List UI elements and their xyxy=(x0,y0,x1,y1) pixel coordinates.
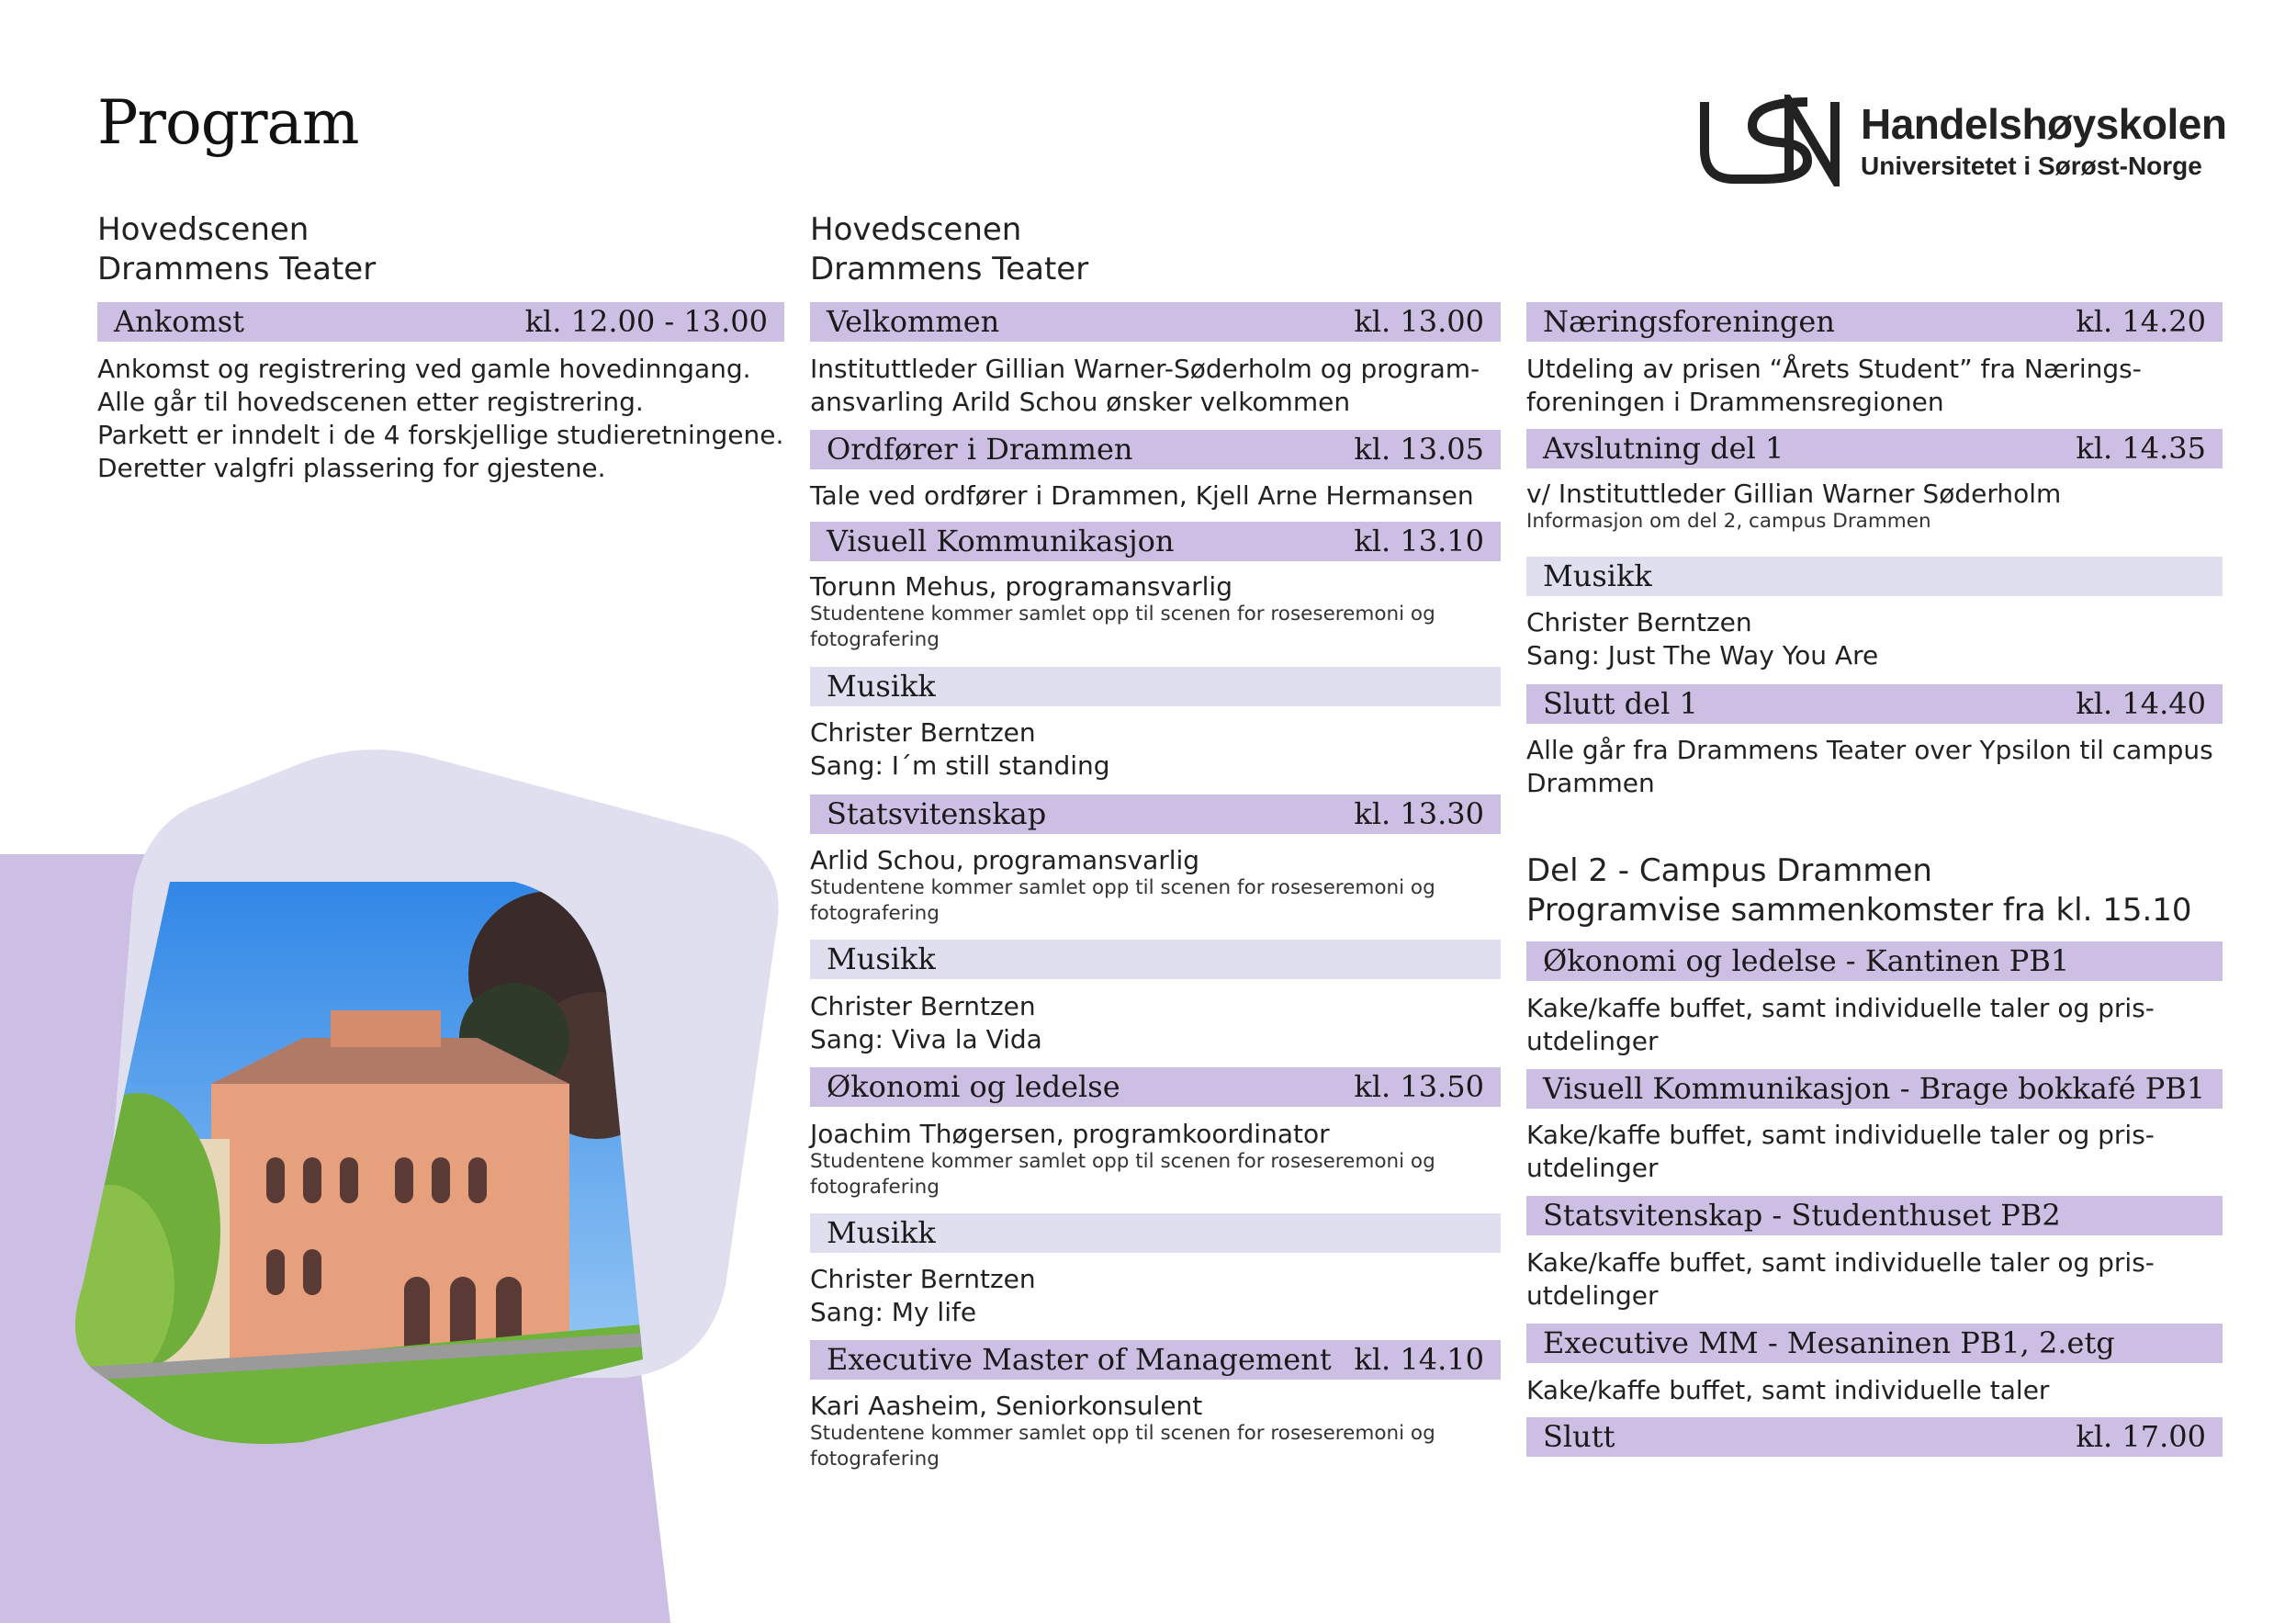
item-description: Kake/kaffe buffet, samt individuelle taler xyxy=(1526,1375,2050,1405)
schedule-item-visuell-kommunikasjon: Visuell Kommunikasjon kl. 13.10 xyxy=(810,522,1501,561)
schedule-item-musikk: Musikk xyxy=(810,940,1501,979)
schedule-item-executive-master: Executive Master of Management kl. 14.10 xyxy=(810,1340,1501,1380)
schedule-item-ordforer: Ordfører i Drammen kl. 13.05 xyxy=(810,430,1501,469)
schedule-item-musikk: Musikk xyxy=(810,1213,1501,1253)
schedule-item-velkommen: Velkommen kl. 13.00 xyxy=(810,302,1501,342)
logo-name: Handelshøyskolen xyxy=(1861,100,2227,148)
schedule-item-ankomst: Ankomst kl. 12.00 - 13.00 xyxy=(97,302,784,342)
item-note: Informasjon om del 2, campus Drammen xyxy=(1526,510,1931,533)
item-description: Christer Berntzen Sang: Just The Way You Are xyxy=(1526,607,1879,671)
item-description: Christer Berntzen Sang: My life xyxy=(810,1264,1036,1327)
item-description: v/ Instituttleder Gillian Warner Søderholm xyxy=(1526,479,2062,509)
item-description: Kake/kaffe buffet, samt individuelle taler og pris- utdelinger xyxy=(1526,993,2155,1056)
item-description: Christer Berntzen Sang: Viva la Vida xyxy=(810,991,1042,1054)
item-description: Arlid Schou, programansvarlig xyxy=(810,845,1200,875)
schedule-item-okonomi: Økonomi og ledelse kl. 13.50 xyxy=(810,1067,1501,1107)
item-description: Torunn Mehus, programansvarlig xyxy=(810,571,1232,602)
logo-subtitle: Universitetet i Sørøst-Norge xyxy=(1861,152,2202,180)
schedule-item-slutt: Slutt kl. 17.00 xyxy=(1526,1417,2223,1457)
schedule-item-statsvitenskap: Statsvitenskap kl. 13.30 xyxy=(810,795,1501,834)
schedule-item-visuell-brage: Visuell Kommunikasjon - Brage bokkafé PB1 xyxy=(1526,1069,2223,1109)
venue-title: Hovedscenen Drammens Teater xyxy=(810,211,1089,287)
item-description: Kake/kaffe buffet, samt individuelle taler og pris- utdelinger xyxy=(1526,1120,2155,1183)
schedule-item-naeringsforeningen: Næringsforeningen kl. 14.20 xyxy=(1526,302,2223,342)
del-2-heading: Del 2 - Campus Drammen Programvise sammenkomster fra kl. 15.10 xyxy=(1526,852,2192,929)
item-note: Studentene kommer samlet opp til scenen for roseseremoni og fotografering xyxy=(810,876,1435,925)
usn-logo-mark xyxy=(1697,95,1844,186)
schedule-item-musikk: Musikk xyxy=(810,667,1501,706)
item-note: Studentene kommer samlet opp til scenen for roseseremoni og fotografering xyxy=(810,1422,1435,1471)
schedule-item-okonomi-kantinen: Økonomi og ledelse - Kantinen PB1 xyxy=(1526,941,2223,981)
item-note: Studentene kommer samlet opp til scenen for roseseremoni og fotografering xyxy=(810,1150,1435,1199)
schedule-item-musikk: Musikk xyxy=(1526,557,2223,596)
page-title: Program xyxy=(97,87,359,158)
schedule-item-slutt-del-1: Slutt del 1 kl. 14.40 xyxy=(1526,684,2223,724)
schedule-item-avslutning-del-1: Avslutning del 1 kl. 14.35 xyxy=(1526,429,2223,468)
schedule-item-statsvitenskap-studenthuset: Statsvitenskap - Studenthuset PB2 xyxy=(1526,1196,2223,1235)
item-note: Studentene kommer samlet opp til scenen for roseseremoni og fotografering xyxy=(810,603,1435,651)
item-description: Alle går fra Drammens Teater over Ypsilon til campus Drammen xyxy=(1526,735,2213,798)
venue-title: Hovedscenen Drammens Teater xyxy=(97,211,377,287)
item-description: Christer Berntzen Sang: I´m still standing xyxy=(810,717,1110,781)
usn-logo xyxy=(1697,95,2227,186)
item-description: Instituttleder Gillian Warner-Søderholm og program- ansvarling Arild Schou ønsker velkommen xyxy=(810,354,1480,417)
item-description: Kari Aasheim, Seniorkonsulent xyxy=(810,1391,1203,1421)
item-description: Joachim Thøgersen, programkoordinator xyxy=(810,1119,1330,1149)
item-description: Ankomst og registrering ved gamle hovedinngang. Alle går til hovedscenen etter registrering. Parkett er inndelt i de 4 forskjellige studieretningene. Deretter valgfri plassering for gjestene. xyxy=(97,354,784,483)
decorative-shapes xyxy=(0,735,827,1623)
item-description: Tale ved ordfører i Drammen, Kjell Arne Hermansen xyxy=(810,480,1474,511)
schedule-item-executive-mm: Executive MM - Mesaninen PB1, 2.etg xyxy=(1526,1324,2223,1363)
item-description: Utdeling av prisen “Årets Student” fra Nærings- foreningen i Drammensregionen xyxy=(1526,354,2142,417)
item-description: Kake/kaffe buffet, samt individuelle taler og pris- utdelinger xyxy=(1526,1247,2155,1311)
